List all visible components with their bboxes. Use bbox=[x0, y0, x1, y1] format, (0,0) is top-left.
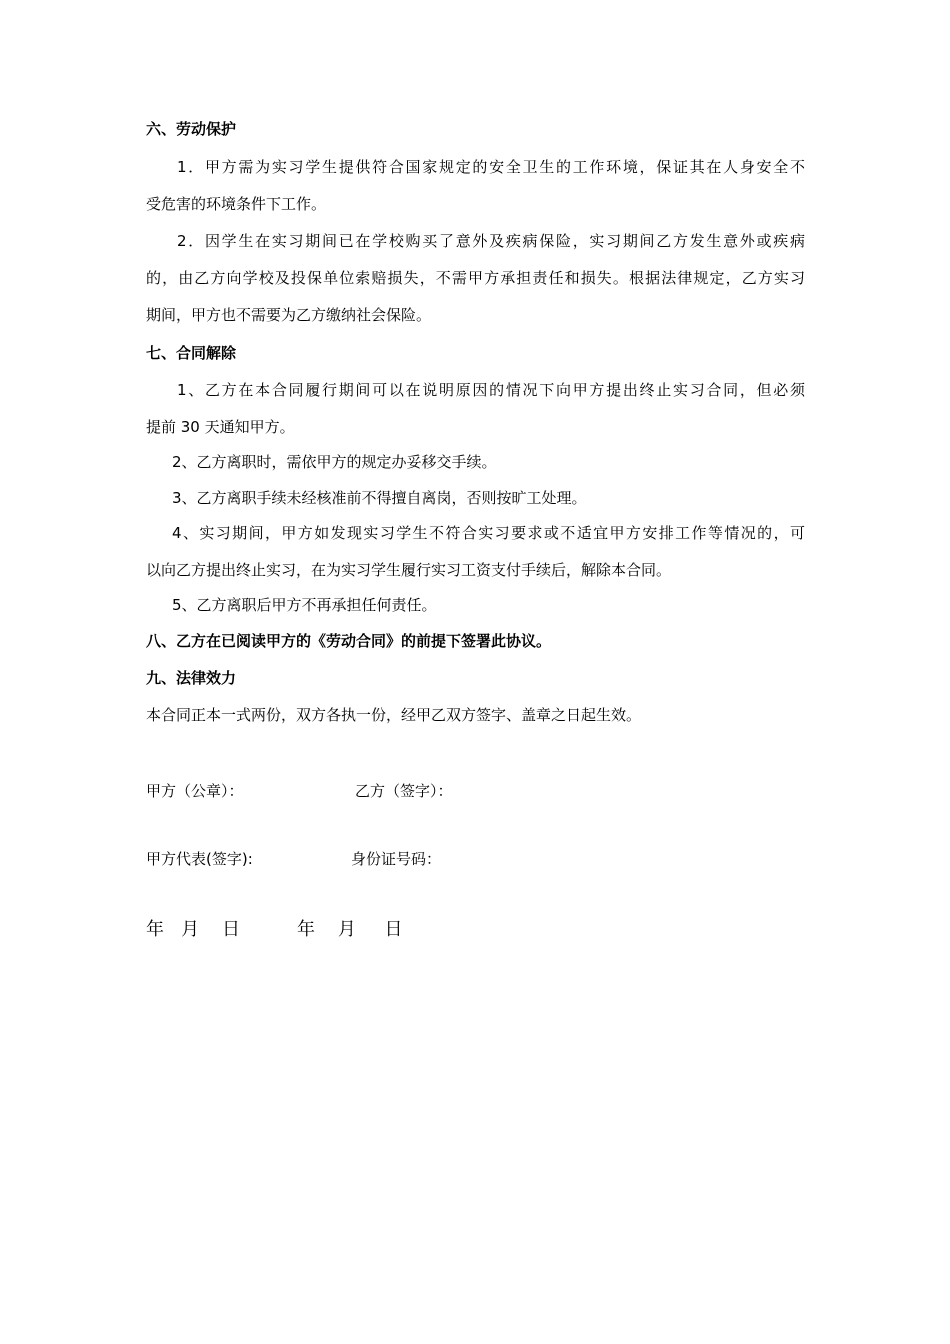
section-7-item-5: 5、乙方离职后甲方不再承担任何责任。 bbox=[172, 596, 437, 614]
party-b-date: 年 月 日 bbox=[297, 919, 403, 940]
section-6-item-2-line-2: 的，由乙方向学校及投保单位索赔损失，不需甲方承担责任和损失。根据法律规定，乙方实习 bbox=[146, 269, 805, 287]
section-7-item-1-line-2: 提前 30 天通知甲方。 bbox=[146, 418, 295, 436]
section-8-heading: 八、乙方在已阅读甲方的《劳动合同》的前提下签署此协议。 bbox=[146, 632, 552, 650]
party-a-date: 年 月 日 bbox=[146, 919, 241, 940]
section-7-item-4-line-1: 4、实习期间，甲方如发现实习学生不符合实习要求或不适宜甲方安排工作等情况的，可 bbox=[172, 524, 805, 542]
party-a-representative-label: 甲方代表(签字): bbox=[146, 850, 253, 868]
section-7-item-4-line-2: 以向乙方提出终止实习，在为实习学生履行实习工资支付手续后，解除本合同。 bbox=[146, 561, 672, 579]
section-9-text: 本合同正本一式两份，双方各执一份，经甲乙双方签字、盖章之日起生效。 bbox=[146, 706, 642, 724]
section-6-item-2-line-1: 2．因学生在实习期间已在学校购买了意外及疾病保险，实习期间乙方发生意外或疾病 bbox=[177, 232, 805, 250]
section-6-heading: 六、劳动保护 bbox=[146, 120, 237, 138]
id-number-label: 身份证号码： bbox=[351, 850, 442, 868]
section-7-item-1-line-1: 1、乙方在本合同履行期间可以在说明原因的情况下向甲方提出终止实习合同，但必须 bbox=[177, 381, 805, 399]
party-a-seal-label: 甲方（公章）： bbox=[146, 782, 244, 800]
section-6-item-1-line-1: 1．甲方需为实习学生提供符合国家规定的安全卫生的工作环境，保证其在人身安全不 bbox=[177, 158, 805, 176]
section-7-item-3: 3、乙方离职手续未经核准前不得擅自离岗，否则按旷工处理。 bbox=[172, 489, 587, 507]
party-b-signature-label: 乙方（签字）： bbox=[355, 782, 453, 800]
section-7-heading: 七、合同解除 bbox=[146, 344, 237, 362]
section-9-heading: 九、法律效力 bbox=[146, 669, 237, 687]
section-7-item-2: 2、乙方离职时，需依甲方的规定办妥移交手续。 bbox=[172, 453, 497, 471]
section-6-item-2-line-3: 期间，甲方也不需要为乙方缴纳社会保险。 bbox=[146, 306, 432, 324]
section-6-item-1-line-2: 受危害的环境条件下工作。 bbox=[146, 195, 327, 213]
